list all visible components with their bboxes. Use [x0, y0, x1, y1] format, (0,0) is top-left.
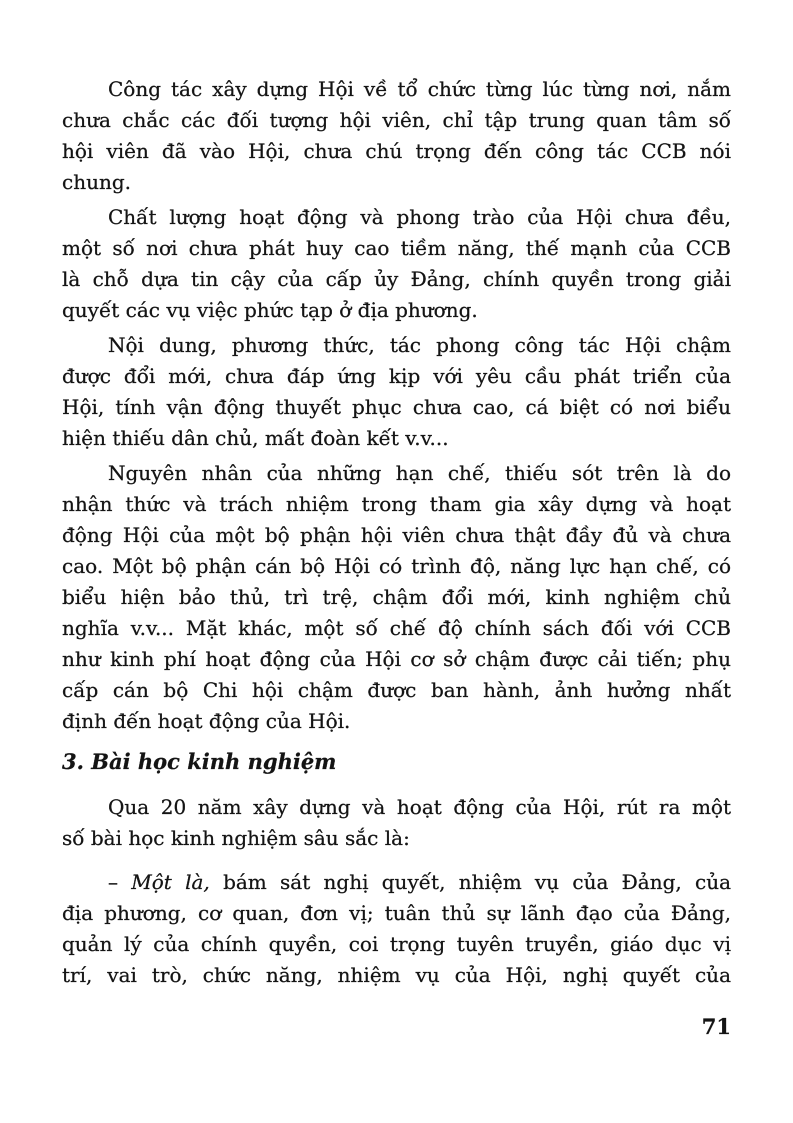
- text-line: số bài học kinh nghiệm sâu sắc là:: [62, 826, 410, 850]
- paragraph: [62, 74, 731, 198]
- text-line: hiện thiếu dân chủ, mất đoàn kết v.v...: [62, 426, 449, 450]
- list-dash: –: [108, 870, 118, 894]
- text-line: quản lý của chính quyền, coi trọng tuyên truyền, giáo dục vị: [62, 932, 731, 956]
- paragraph: [62, 202, 731, 326]
- text-line: được đổi mới, chưa đáp ứng kịp với yêu cầu phát triển của: [62, 364, 731, 388]
- text-line: động Hội của một bộ phận hội viên chưa thật đầy đủ và chưa: [62, 523, 731, 547]
- text-line: Nội dung, phương thức, tác phong công tác Hội chậm: [108, 333, 731, 357]
- text-line: trí, vai trò, chức năng, nhiệm vụ của Hội, nghị quyết của: [62, 963, 731, 987]
- text-line: Hội, tính vận động thuyết phục chưa cao, cá biệt có nơi biểu: [62, 395, 731, 419]
- text-line: một số nơi chưa phát huy cao tiềm năng, thế mạnh của CCB: [62, 236, 731, 260]
- paragraph: [62, 867, 731, 991]
- text-line: cao. Một bộ phận cán bộ Hội có trình độ, năng lực hạn chế, có: [62, 554, 731, 578]
- text-line: Công tác xây dựng Hội về tổ chức từng lúc từng nơi, nắm: [108, 77, 731, 101]
- page-number: 71: [701, 1014, 731, 1039]
- section-heading: 3. Bài học kinh nghiệm: [62, 749, 337, 774]
- text-line: định đến hoạt động của Hội.: [62, 709, 351, 733]
- text-line: nhận thức và trách nhiệm trong tham gia xây dựng và hoạt: [62, 492, 731, 516]
- text-line: hội viên đã vào Hội, chưa chú trọng đến công tác CCB nói: [62, 139, 731, 163]
- paragraph: [62, 792, 731, 854]
- text-line: quyết các vụ việc phức tạp ở địa phương.: [62, 298, 478, 322]
- text-line: như kinh phí hoạt động của Hội cơ sở chậm được cải tiến; phụ: [62, 647, 731, 671]
- text-line: cấp cán bộ Chi hội chậm được ban hành, ảnh hưởng nhất: [62, 678, 731, 702]
- lead-phrase: Một là,: [131, 870, 210, 894]
- text-line: [62, 867, 731, 898]
- text-line: chung.: [62, 170, 132, 194]
- text-block: [62, 74, 731, 995]
- text-line: Qua 20 năm xây dựng và hoạt động của Hội, rút ra một: [108, 795, 731, 819]
- text-line: địa phương, cơ quan, đơn vị; tuân thủ sự lãnh đạo của Đảng,: [62, 901, 731, 925]
- paragraph: [62, 458, 731, 737]
- text-line: nghĩa v.v... Mặt khác, một số chế độ chính sách đối với CCB: [62, 616, 731, 640]
- line-rest: bám sát nghị quyết, nhiệm vụ của Đảng, của: [223, 870, 732, 894]
- text-line: Chất lượng hoạt động và phong trào của Hội chưa đều,: [108, 205, 731, 229]
- text-line: Nguyên nhân của những hạn chế, thiếu sót trên là do: [108, 461, 731, 485]
- text-line: biểu hiện bảo thủ, trì trệ, chậm đổi mới, kinh nghiệm chủ: [62, 585, 731, 609]
- text-line: chưa chắc các đối tượng hội viên, chỉ tập trung quan tâm số: [62, 108, 731, 132]
- paragraph: [62, 330, 731, 454]
- text-line: là chỗ dựa tin cậy của cấp ủy Đảng, chính quyền trong giải: [62, 267, 731, 291]
